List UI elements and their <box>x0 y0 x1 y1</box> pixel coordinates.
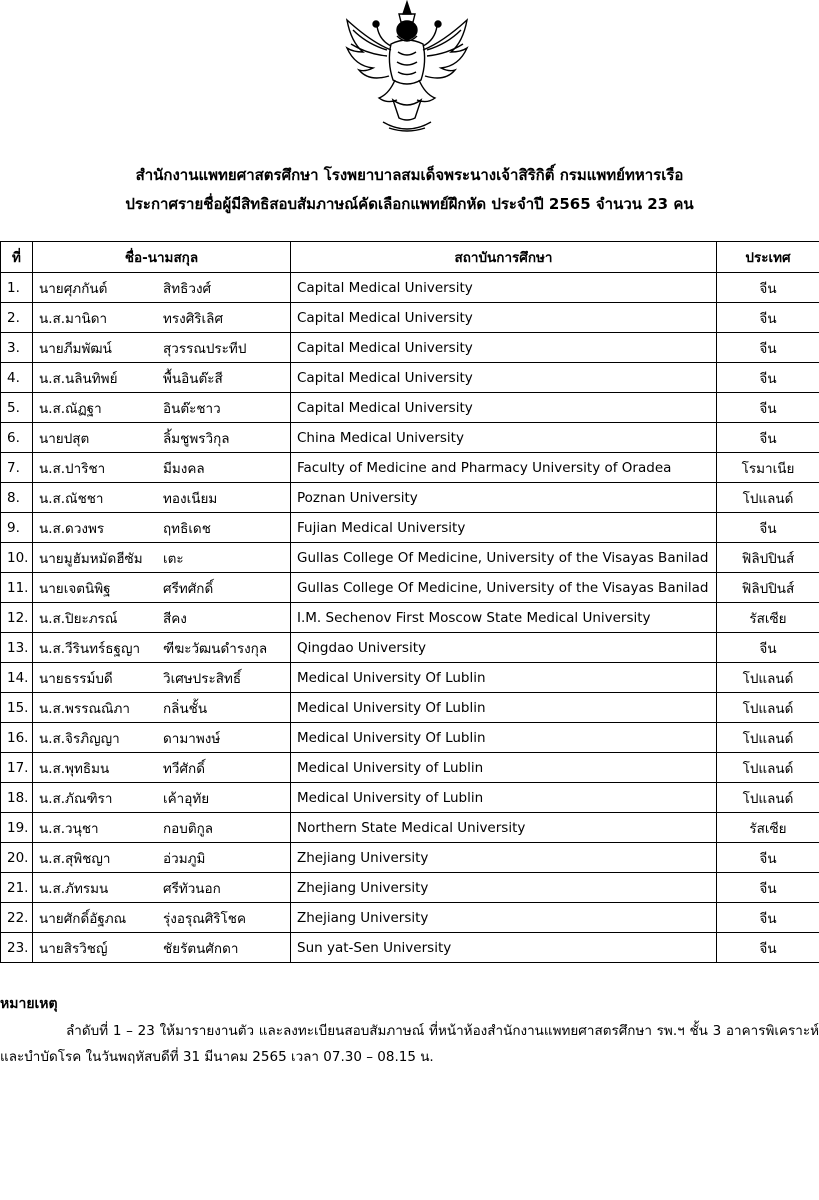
first-name: น.ส.สุพิชญา <box>39 850 111 867</box>
country: จีน <box>717 903 819 933</box>
last-name: ดามาพงษ์ <box>163 730 221 747</box>
institution: Capital Medical University <box>291 303 717 333</box>
country: จีน <box>717 393 819 423</box>
candidate-name <box>33 813 291 843</box>
last-name: เตะ <box>163 550 184 567</box>
country: จีน <box>717 873 819 903</box>
candidate-name <box>33 693 291 723</box>
first-name: น.ส.ปาริชา <box>39 460 106 477</box>
last-name: สิทธิวงศ์ <box>163 280 212 297</box>
candidate-name <box>33 933 291 963</box>
table-row <box>1 633 819 663</box>
last-name: อินต๊ะชาว <box>163 400 221 417</box>
country: โรมาเนีย <box>717 453 819 483</box>
row-number: 9. <box>1 513 33 543</box>
country: จีน <box>717 423 819 453</box>
last-name: สุวรรณประทีป <box>163 340 247 357</box>
first-name: นายสิรวิชญ์ <box>39 940 108 957</box>
row-number: 20. <box>1 843 33 873</box>
institution: Capital Medical University <box>291 333 717 363</box>
table-body <box>1 273 819 963</box>
first-name: น.ส.วนุชา <box>39 820 99 837</box>
first-name: น.ส.ปิยะภรณ์ <box>39 610 118 627</box>
row-number: 8. <box>1 483 33 513</box>
table-row <box>1 813 819 843</box>
country: โปแลนด์ <box>717 483 819 513</box>
row-number: 4. <box>1 363 33 393</box>
candidate-name <box>33 723 291 753</box>
country: จีน <box>717 333 819 363</box>
candidate-name <box>33 843 291 873</box>
last-name: สีคง <box>163 610 187 627</box>
garuda-emblem-icon <box>343 0 471 132</box>
last-name: ฑีฆะวัฒนดำรงกุล <box>163 640 268 657</box>
first-name: น.ส.พุทธิมน <box>39 760 110 777</box>
country: จีน <box>717 303 819 333</box>
institution: Medical University Of Lublin <box>291 693 717 723</box>
table-row <box>1 333 819 363</box>
row-number: 11. <box>1 573 33 603</box>
row-number: 18. <box>1 783 33 813</box>
table-row <box>1 663 819 693</box>
row-number: 2. <box>1 303 33 333</box>
last-name: ชัยรัตนศักดา <box>163 940 239 957</box>
country: ฟิลิปปินส์ <box>717 573 819 603</box>
candidate-name <box>33 753 291 783</box>
table-row <box>1 513 819 543</box>
country: จีน <box>717 633 819 663</box>
institution: Gullas College Of Medicine, University of the Visayas Banilad <box>291 573 717 603</box>
candidate-name <box>33 483 291 513</box>
note-body: ลำดับที่ 1 – 23 ให้มารายงานตัว และลงทะเบียนสอบสัมภาษณ์ ที่หน้าห้องสำนักงานแพทยศาสตรศึกษา รพ.ฯ ชั้น 3 อาคารพิเคราะห์และบำบัดโรค ในวันพฤหัสบดีที่ 31 มีนาคม 2565 เวลา 07.30 – 08.15 น. <box>0 1023 819 1065</box>
institution: Sun yat-Sen University <box>291 933 717 963</box>
table-row <box>1 483 819 513</box>
country: จีน <box>717 933 819 963</box>
column-header-institution: สถาบันการศึกษา <box>291 242 717 273</box>
candidate-name <box>33 903 291 933</box>
candidate-name <box>33 873 291 903</box>
last-name: รุ่งอรุณศิริโชค <box>163 910 246 927</box>
institution: Medical University of Lublin <box>291 753 717 783</box>
institution: Fujian Medical University <box>291 513 717 543</box>
last-name: พื้นอินต๊ะสี <box>163 370 223 387</box>
row-number: 14. <box>1 663 33 693</box>
first-name: น.ส.ณัฏฐา <box>39 400 102 417</box>
last-name: ฤทธิเดช <box>163 520 211 537</box>
first-name: นายมูฮัมหมัดฮีซัม <box>39 550 143 567</box>
institution: Capital Medical University <box>291 363 717 393</box>
row-number: 6. <box>1 423 33 453</box>
candidate-name <box>33 663 291 693</box>
column-header-no: ที่ <box>1 242 33 273</box>
institution: Capital Medical University <box>291 273 717 303</box>
note-title: หมายเหตุ <box>0 996 58 1012</box>
first-name: น.ส.พรรณณิภา <box>39 700 130 717</box>
first-name: นายศุภกันต์ <box>39 280 108 297</box>
table-row <box>1 903 819 933</box>
last-name: เค้าอุทัย <box>163 790 210 807</box>
candidate-name <box>33 633 291 663</box>
candidate-name <box>33 453 291 483</box>
table-row <box>1 843 819 873</box>
table-row <box>1 273 819 303</box>
table-row <box>1 723 819 753</box>
table-row <box>1 933 819 963</box>
last-name: ลิ้มชูพรวิกุล <box>163 430 230 447</box>
candidate-table <box>0 241 819 963</box>
candidate-name <box>33 363 291 393</box>
table-row <box>1 453 819 483</box>
country: จีน <box>717 363 819 393</box>
institution: I.M. Sechenov First Moscow State Medical University <box>291 603 717 633</box>
country: โปแลนด์ <box>717 723 819 753</box>
last-name: ศรีทัวนอก <box>163 880 221 897</box>
institution: Medical University Of Lublin <box>291 723 717 753</box>
first-name: น.ส.ดวงพร <box>39 520 105 537</box>
last-name: ศรีทศักดิ์ <box>163 580 214 597</box>
row-number: 22. <box>1 903 33 933</box>
country: โปแลนด์ <box>717 753 819 783</box>
country: จีน <box>717 513 819 543</box>
first-name: น.ส.ภัณฑิรา <box>39 790 113 807</box>
table-row <box>1 303 819 333</box>
candidate-name <box>33 273 291 303</box>
candidate-name <box>33 543 291 573</box>
column-header-country: ประเทศ <box>717 242 819 273</box>
table-row <box>1 543 819 573</box>
last-name: วิเศษประสิทธิ์ <box>163 670 242 687</box>
country: รัสเซีย <box>717 813 819 843</box>
first-name: น.ส.ภัทรมน <box>39 880 109 897</box>
row-number: 23. <box>1 933 33 963</box>
first-name: นายธรรม์บดี <box>39 670 113 687</box>
row-number: 15. <box>1 693 33 723</box>
last-name: ทรงศิริเลิศ <box>163 310 224 327</box>
first-name: น.ส.จิรภิญญา <box>39 730 120 747</box>
first-name: นายภีมพัฒน์ <box>39 340 112 357</box>
first-name: นายเจตนิพิฐ <box>39 580 111 597</box>
candidate-name <box>33 333 291 363</box>
header-agency: สำนักงานแพทยศาสตรศึกษา โรงพยาบาลสมเด็จพระนางเจ้าสิริกิติ์ กรมแพทย์ทหารเรือ <box>135 166 684 184</box>
institution: Zhejiang University <box>291 903 717 933</box>
row-number: 13. <box>1 633 33 663</box>
first-name: น.ส.ณัชชา <box>39 490 104 507</box>
row-number: 21. <box>1 873 33 903</box>
candidate-name <box>33 303 291 333</box>
institution: Faculty of Medicine and Pharmacy University of Oradea <box>291 453 717 483</box>
table-row <box>1 603 819 633</box>
row-number: 16. <box>1 723 33 753</box>
institution: Medical University Of Lublin <box>291 663 717 693</box>
candidate-name <box>33 783 291 813</box>
table-row <box>1 363 819 393</box>
country: จีน <box>717 273 819 303</box>
table-row <box>1 393 819 423</box>
first-name: น.ส.นลินทิพย์ <box>39 370 118 387</box>
row-number: 1. <box>1 273 33 303</box>
row-number: 17. <box>1 753 33 783</box>
institution: Northern State Medical University <box>291 813 717 843</box>
row-number: 7. <box>1 453 33 483</box>
candidate-name <box>33 573 291 603</box>
institution: Zhejiang University <box>291 873 717 903</box>
institution: Gullas College Of Medicine, University of the Visayas Banilad <box>291 543 717 573</box>
table-row <box>1 423 819 453</box>
country: จีน <box>717 843 819 873</box>
country: โปแลนด์ <box>717 693 819 723</box>
row-number: 10. <box>1 543 33 573</box>
header-announcement: ประกาศรายชื่อผู้มีสิทธิสอบสัมภาษณ์คัดเลือกแพทย์ฝึกหัด ประจำปี 2565 จำนวน 23 คน <box>125 195 694 213</box>
institution: Zhejiang University <box>291 843 717 873</box>
candidate-name <box>33 603 291 633</box>
last-name: อ่วมภูมิ <box>163 850 206 867</box>
table-header-row <box>1 242 819 273</box>
institution: Capital Medical University <box>291 393 717 423</box>
row-number: 12. <box>1 603 33 633</box>
row-number: 5. <box>1 393 33 423</box>
institution: Medical University of Lublin <box>291 783 717 813</box>
table-row <box>1 753 819 783</box>
column-header-name: ชื่อ-นามสกุล <box>33 242 291 273</box>
country: โปแลนด์ <box>717 783 819 813</box>
institution: China Medical University <box>291 423 717 453</box>
country: ฟิลิปปินส์ <box>717 543 819 573</box>
table-row <box>1 693 819 723</box>
country: โปแลนด์ <box>717 663 819 693</box>
first-name: น.ส.วีรินทร์ธฐญา <box>39 640 141 657</box>
table-row <box>1 873 819 903</box>
table-row <box>1 573 819 603</box>
table-row <box>1 783 819 813</box>
first-name: น.ส.มานิดา <box>39 310 108 327</box>
last-name: ทองเนียม <box>163 490 218 507</box>
last-name: ทวีศักดิ์ <box>163 760 205 777</box>
first-name: นายศักดิ์อัฐภณ <box>39 910 127 927</box>
country: รัสเซีย <box>717 603 819 633</box>
candidate-name <box>33 513 291 543</box>
row-number: 19. <box>1 813 33 843</box>
last-name: กอบติกูล <box>163 820 214 837</box>
last-name: กลิ่นชั้น <box>163 700 208 717</box>
institution: Qingdao University <box>291 633 717 663</box>
candidate-name <box>33 423 291 453</box>
candidate-name <box>33 393 291 423</box>
institution: Poznan University <box>291 483 717 513</box>
row-number: 3. <box>1 333 33 363</box>
first-name: นายปสุต <box>39 430 90 447</box>
last-name: มีมงคล <box>163 460 205 477</box>
